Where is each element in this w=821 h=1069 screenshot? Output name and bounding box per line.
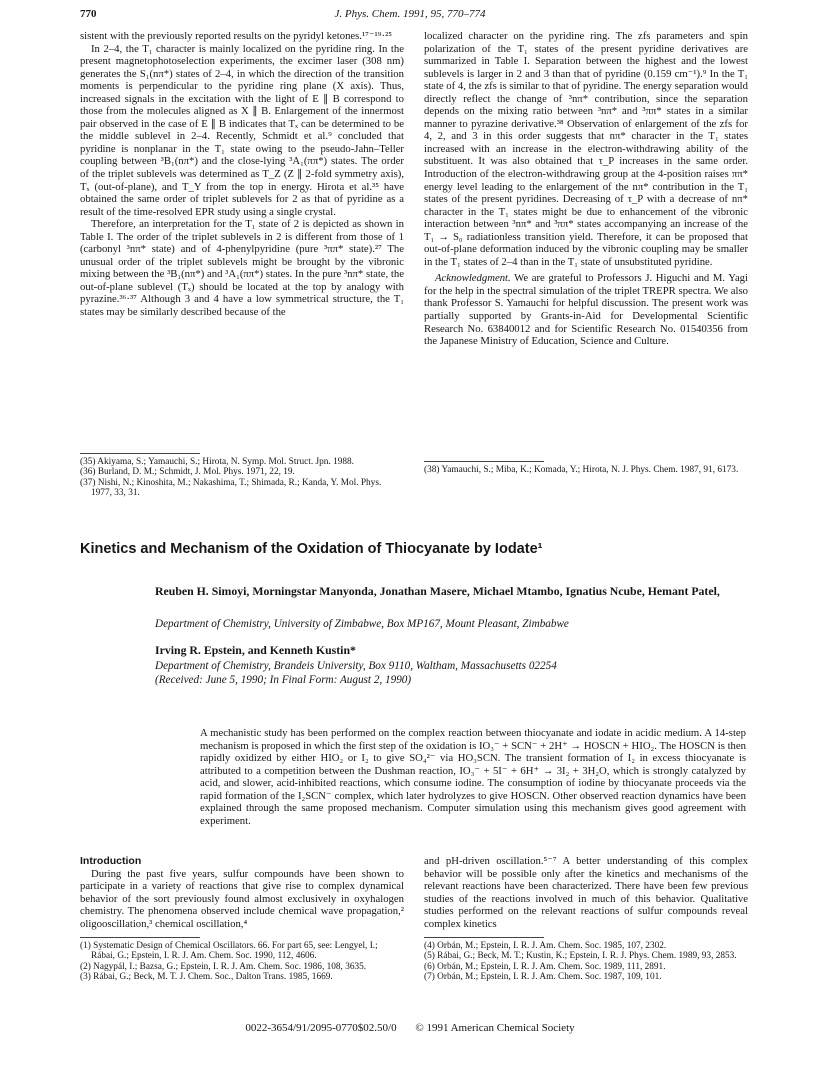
article-title: Kinetics and Mechanism of the Oxidation of Thiocyanate by Iodate¹ <box>80 541 543 557</box>
abstract: A mechanistic study has been performed on the complex reaction between thiocyanate and iodate in acidic medium. A 14-step mechanism is proposed in which the first step of the oxidation is IO₃⁻ + SCN⁻ + 2H⁺ → HOSCN + HIO₂. The HOSCN is then rapidly oxidized by either HIO₂ or I₂ to give SO₄²⁻ via HO₃SCN. The transient formation of I₂ in excess thiocyanate is attributed to a competition between the Dushman reaction, IO₃⁻ + 5I⁻ + 6H⁺ → 3I₂ + 3H₂O, which is strongly catalyzed by acid, and slower, acid-inhibited reactions, which consume iodine. The consumption of iodine by thiocyanate proceeds via the rapid formation of the I₂SCN⁻ complex, which later hydrolyzes to give HOSCN. Other observed reaction dynamics have been explained through the same proposed mechanism. Computer simulation using this mechanism gives good agreement with experiment. <box>200 727 746 827</box>
footnote-rule <box>80 453 200 454</box>
prev-refs-right <box>424 465 748 475</box>
acknowledgment-text: We are grateful to Professors J. Higuchi and M. Yagi for the help in the spectral simulation of the triplet TREPR spectra. We also thank Professor S. Yamauchi for helpful discussion. The present work was partially supported by Grants-in-Aid for Developmental Scientific Research No. 63840012 and for Scientific Research No. 01540356 from the Japanese Ministry of Education, Science and Culture. <box>424 272 748 348</box>
intro-left-column <box>80 855 404 930</box>
intro-right-column <box>424 855 748 930</box>
body-paragraph: Therefore, an interpretation for the T₁ state of 2 is depicted as shown in Table I. The order of the triplet sublevels in 2 is different from those of 1 (carbonyl ³nπ* state) and of 4-phenylpyridine (pure ³ππ* state).²⁷ The unusual order of the triplet sublevels might be brought by the vibronic mixing between the ³B₁(nπ*) and ³A₁(ππ*) states. In the pure ³nπ* state, the out-of-plane sublevel (Tₓ) should be located at the top by analogy with pyrazine.³⁶·³⁷ Although 3 and 4 have a low symmetrical structure, the T₁ states may be similarly described because of the <box>80 218 404 319</box>
body-paragraph: In 2–4, the T₁ character is mainly localized on the pyridine ring. In the present magnetophotoselection experiments, the excimer laser (308 nm) generates the S₁(nπ*) states of 2–4, in which the direction of the transition moments is perpendicular to the pyridine ring plane (X axis). Thus, increased signals in the excitation with the light of E ∥ B correspond to those from the molecules aligned as X ∥ B. Enlargement of the innermost pair observed in the case of E ∥ B indicates that Tₓ can be determined to be the middle sublevel in 2–4. Recently, Schmidt et al.⁹ concluded that pyridine is nonplanar in the T₁ state owing to the pseudo-Jahn–Teller coupling between ³B₁(nπ*) and the close-lying ³A₁(ππ*) states. The order of the triplet sublevels was determined as T_Z (Z ∥ 2-fold symmetry axis), Tₓ (out-of-plane), and T_Y from the top in energy. Hirota et al.³⁵ have obtained the same order of triplet sublevels for 2 as that of pyridine as a result of the time-resolved EPR study using a single crystal. <box>80 42 404 218</box>
author-list: Irving R. Epstein, and Kenneth Kustin* <box>155 643 356 657</box>
running-header <box>80 8 740 24</box>
body-paragraph: sistent with the previously reported results on the pyridyl ketones.¹⁷⁻¹⁹·²⁵ <box>80 30 392 42</box>
reference-item: (4) Orbán, M.; Epstein, I. R. J. Am. Chem. Soc. 1985, 107, 2302. <box>424 941 667 951</box>
affiliation: Department of Chemistry, Brandeis University, Box 9110, Waltham, Massachusetts 02254 <box>155 660 557 672</box>
footnote-rule <box>80 937 200 938</box>
article-code: 0022-3654/91/2095-0770$02.50/0 <box>245 1022 397 1034</box>
footnote-rule <box>424 461 544 462</box>
acknowledgment <box>424 272 748 347</box>
affiliation: Department of Chemistry, University of Zimbabwe, Box MP167, Mount Pleasant, Zimbabwe <box>155 618 569 630</box>
prev-article-right-column <box>424 30 748 348</box>
reference-item: (7) Orbán, M.; Epstein, I. R. J. Am. Chem. Soc. 1987, 109, 101. <box>424 972 662 983</box>
reference-item: (35) Akiyama, S.; Yamauchi, S.; Hirota, N. Symp. Mol. Struct. Jpn. 1988. <box>80 457 354 467</box>
reference-item: (3) Rábai, G.; Beck, M. T. J. Chem. Soc., Dalton Trans. 1985, 1669. <box>80 972 333 983</box>
copyright-notice: © 1991 American Chemical Society <box>415 1022 575 1034</box>
received-date: (Received: June 5, 1990; In Final Form: August 2, 1990) <box>155 674 412 686</box>
journal-citation: J. Phys. Chem. 1991, 95, 770–774 <box>334 8 486 20</box>
reference-item: (5) Rábai, G.; Beck, M. T.; Kustin, K.; Epstein, I. R. J. Phys. Chem. 1989, 93, 2853. <box>424 951 737 962</box>
body-paragraph: and pH-driven oscillation.⁵⁻⁷ A better understanding of this complex behavior will be possible only after the kinetics and mechanisms of the relevant reactions have been characterized. There have been few previous studies of the reactions involved in much of this behavior. Qualitative studies performed on the relevant reactions of sulfur compounds reveal complex kinetics <box>424 855 748 930</box>
section-heading: Introduction <box>80 855 142 867</box>
reference-item: (1) Systematic Design of Chemical Oscillators. 66. For part 65, see: Lengyel, I.; Rábai, G.; Epstein, I. R. J. Am. Chem. Soc. 1990, 112, 4606. <box>80 941 378 962</box>
body-paragraph: localized character on the pyridine ring. The zfs parameters and spin polarization of the T₁ states of the present pyridine derivatives are summarized in Table I. Separation between the highest and the lowest sublevels is larger in 2 and 3 than that of pyridine (0.159 cm⁻¹).⁹ In the T₁ state of 4, the zfs is similar to that of pyridine. The energy separation would directly reflect the change of ³nπ* contribution, since the separation depends on the mixing ratio between ³nπ* and ³ππ* states in a similar manner to pyrazine derivative.³⁸ Observation of enlargement of the zfs for 4, 2, and 3 in this order suggests that nπ* character in the T₁ states increased with an increase in the electron-withdrawing ability of the substituent. It was also obtained that τ_P increases in the same order. Introduction of the electron-withdrawing group at the 4-position raises ππ* energy level leading to the enlargement of the nπ* contribution in the T₁ states of the present pyridines. Decreasing of τ_P with a decrease of nπ* character in the T₁ states might be due to enhancement of the vibronic interaction between ³nπ* and ³ππ* states accompanying an increase of the T₁ → S₀ radiationless transition yield. Therefore, it can be proposed that out-of-plane deformation induced by the vibronic coupling may be smaller in the T₁ states of 2–4 than in the T₁ state of unsubstituted pyridine. <box>424 30 748 268</box>
reference-item: (36) Burland, D. M.; Schmidt, J. Mol. Phys. 1971, 22, 19. <box>80 467 295 478</box>
reference-item: (38) Yamauchi, S.; Miba, K.; Komada, Y.; Hirota, N. J. Phys. Chem. 1987, 91, 6173. <box>424 465 739 475</box>
acknowledgment-label: Acknowledgment. <box>435 272 511 285</box>
prev-refs-left <box>80 457 404 499</box>
body-paragraph: During the past five years, sulfur compounds have been shown to participate in a variety of reactions that give rise to complex dynamical behavior of the sort previously found almost exclusively in oxyhalogen chemistry. The phenomena observed include chemical wave propagation,² oligooscillation,³ chemical oscillation,⁴ <box>80 867 404 930</box>
reference-item: (2) Nagypál, I.; Bazsa, G.; Epstein, I. R. J. Am. Chem. Soc. 1986, 108, 3635. <box>80 961 367 972</box>
page-number: 770 <box>80 8 97 20</box>
reference-item: (6) Orbán, M.; Epstein, I. R. J. Am. Chem. Soc. 1989, 111, 2891. <box>424 961 666 972</box>
author-list: Reuben H. Simoyi, Morningstar Manyonda, Jonathan Masere, Michael Mtambo, Ignatius Ncube, Hemant Patel, <box>155 584 720 598</box>
prev-article-left-column <box>80 30 404 319</box>
page-footer <box>80 1022 740 1034</box>
footnote-rule <box>424 937 544 938</box>
article-refs-left <box>80 941 404 983</box>
article-refs-right <box>424 941 748 983</box>
reference-item: (37) Nishi, N.; Kinoshita, M.; Nakashima, T.; Shimada, R.; Kanda, Y. Mol. Phys. 1977, 33, 31. <box>80 477 382 499</box>
